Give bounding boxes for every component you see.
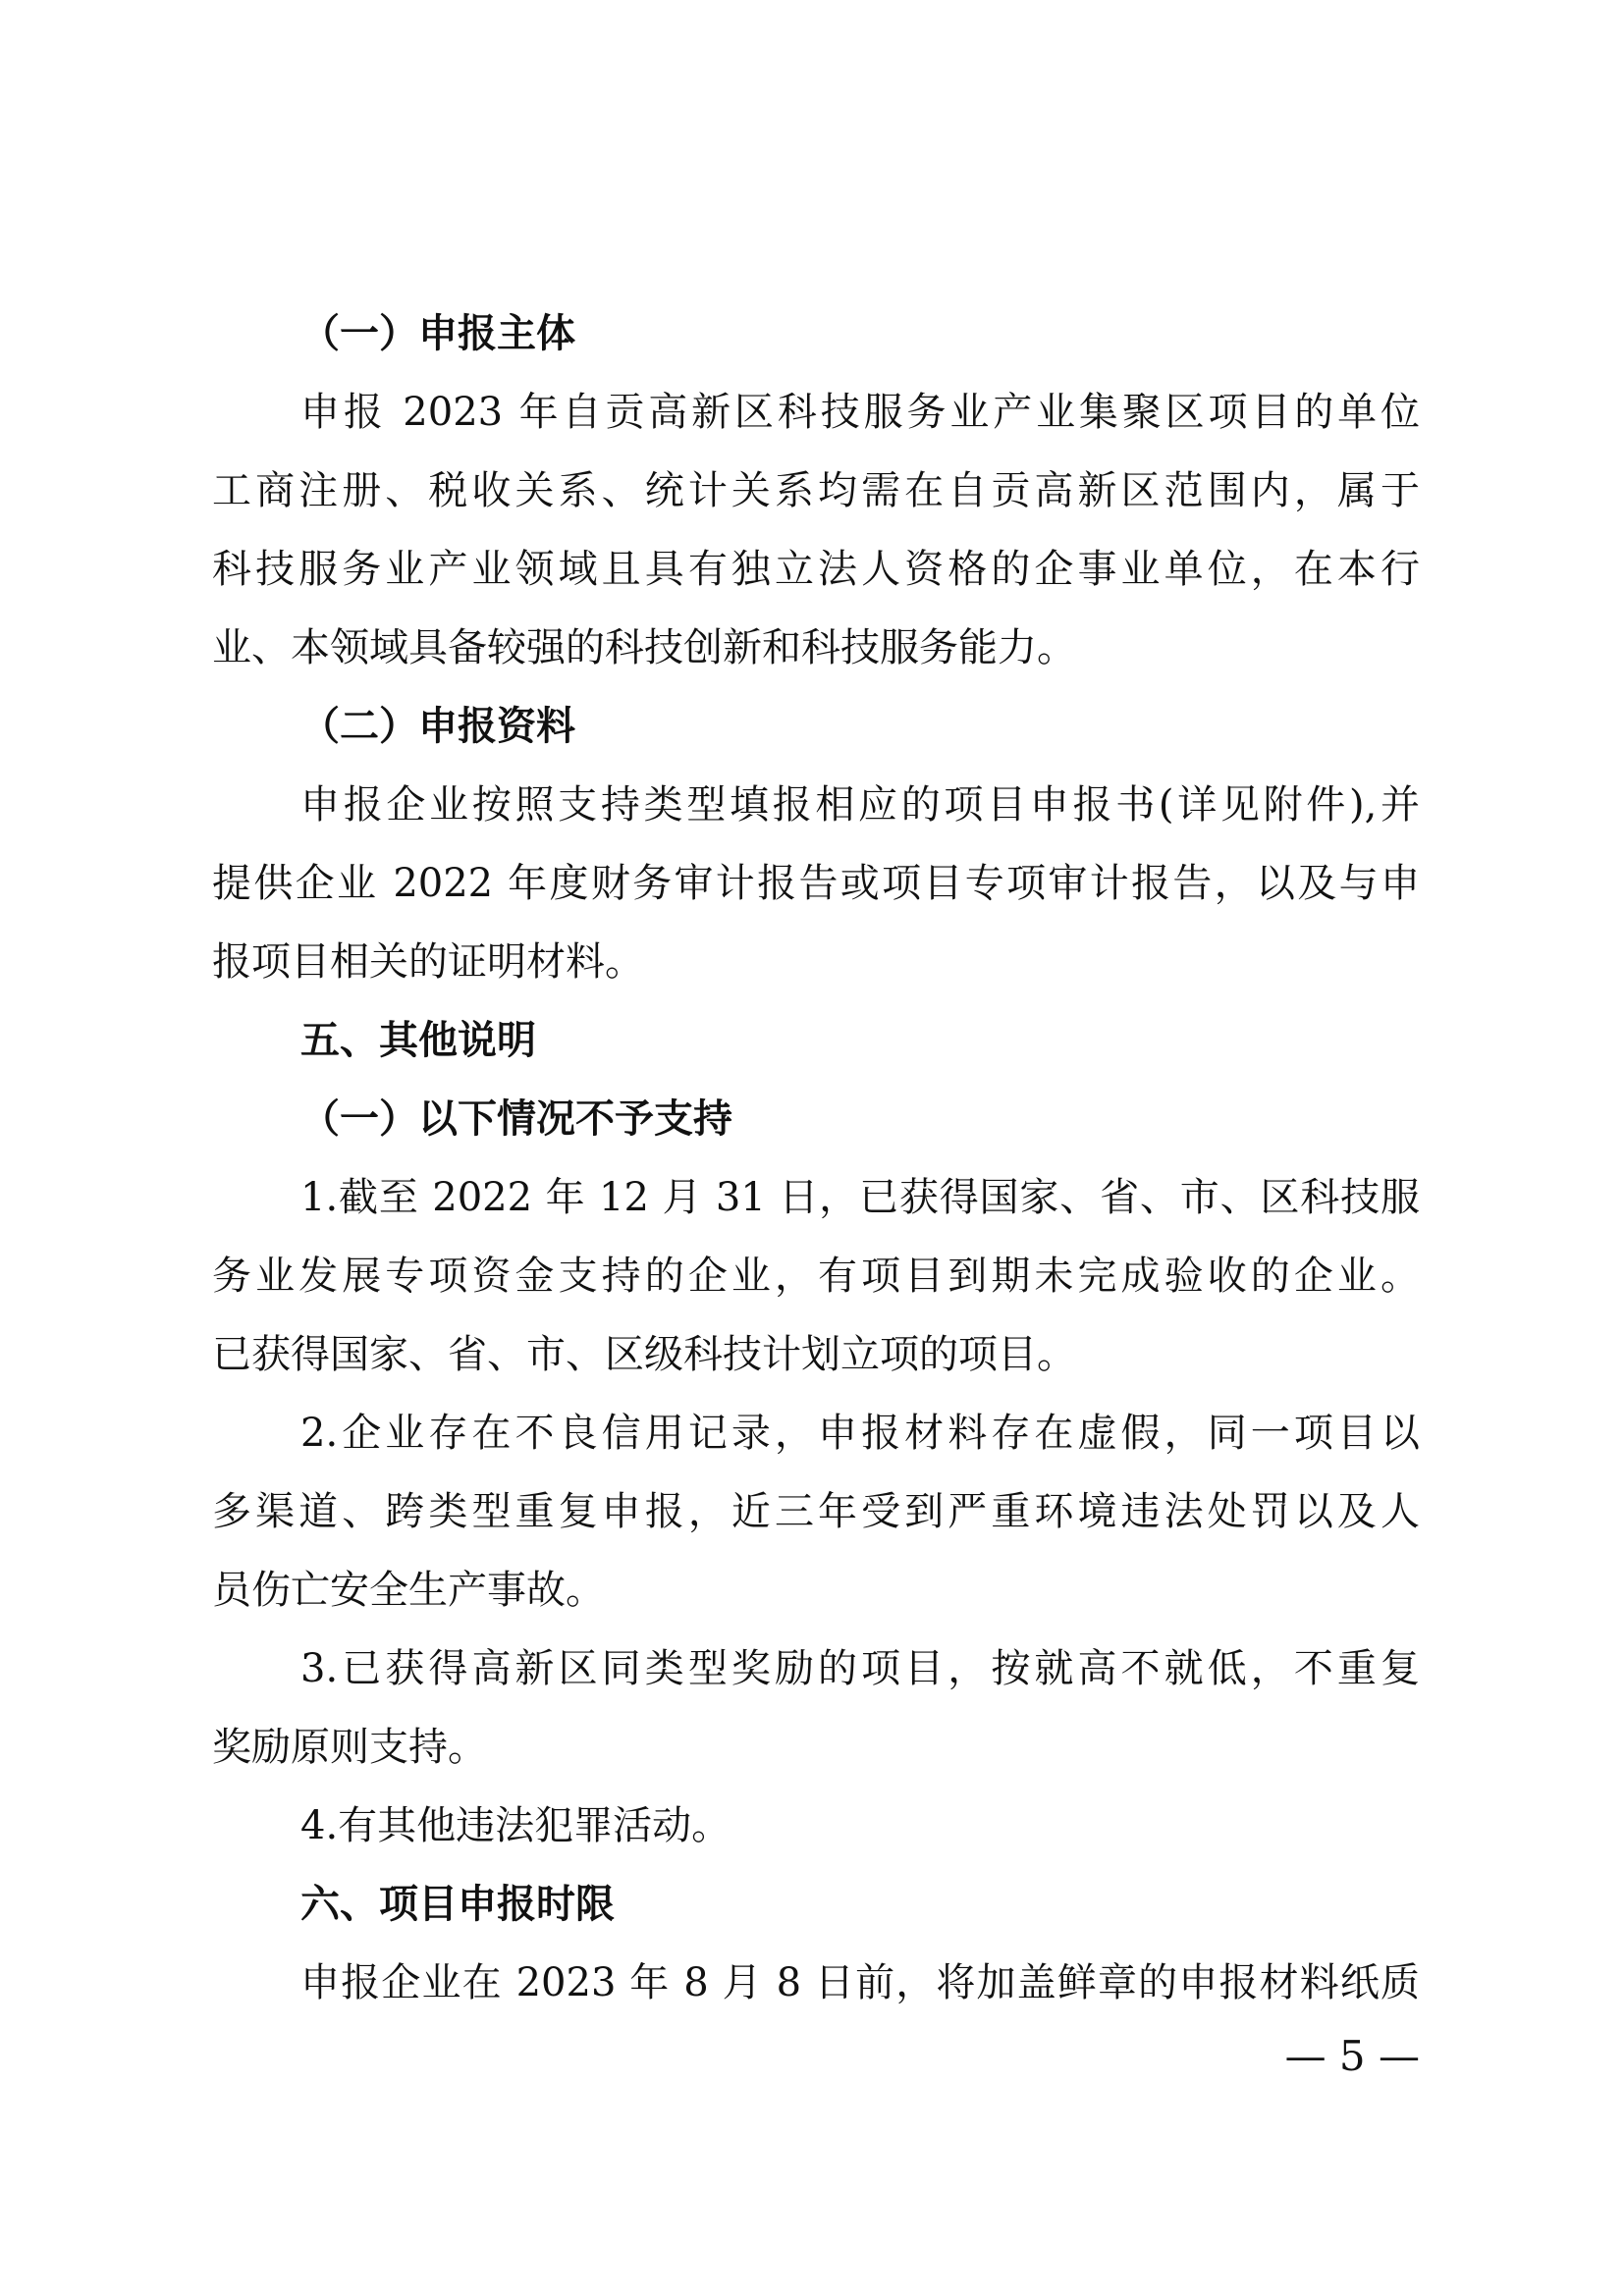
list-item-line: 多渠道、跨类型重复申报，近三年受到严重环境违法处罚以及人 xyxy=(212,1489,1420,1534)
paragraph-line: 申报企业在 2023 年 8 月 8 日前，将加盖鲜章的申报材料纸质 xyxy=(300,1960,1420,2005)
paragraph-line: 业、本领域具备较强的科技创新和科技服务能力。 xyxy=(212,625,1076,670)
list-item-line: 奖励原则支持。 xyxy=(212,1725,487,1770)
list-item-line: 务业发展专项资金支持的企业，有项目到期未完成验收的企业。 xyxy=(212,1254,1420,1299)
paragraph-line: 提供企业 2022 年度财务审计报告或项目专项审计报告，以及与申 xyxy=(212,861,1420,906)
paragraph-line: 申报 2023 年自贡高新区科技服务业产业集聚区项目的单位 xyxy=(300,390,1420,435)
section-heading-not-supported: （一）以下情况不予支持 xyxy=(300,1096,732,1142)
list-item-line: 3.已获得高新区同类型奖励的项目，按就高不就低，不重复 xyxy=(300,1646,1420,1691)
section-heading-applicant: （一）申报主体 xyxy=(300,311,575,356)
list-item-line: 2.企业存在不良信用记录，申报材料存在虚假，同一项目以 xyxy=(300,1411,1420,1456)
paragraph-line: 申报企业按照支持类型填报相应的项目申报书(详见附件),并 xyxy=(300,782,1420,828)
list-item-line: 员伤亡安全生产事故。 xyxy=(212,1568,605,1613)
chapter-heading-other-notes: 五、其他说明 xyxy=(300,1018,536,1063)
paragraph-line: 工商注册、税收关系、统计关系均需在自贡高新区范围内，属于 xyxy=(212,468,1420,513)
page-number: — 5 — xyxy=(1284,2032,1420,2080)
paragraph-line: 报项目相关的证明材料。 xyxy=(212,939,644,985)
list-item-line: 1.截至 2022 年 12 月 31 日，已获得国家、省、市、区科技服 xyxy=(300,1175,1420,1220)
chapter-heading-deadline: 六、项目申报时限 xyxy=(300,1882,615,1927)
section-heading-materials: （二）申报资料 xyxy=(300,704,575,749)
list-item-line: 已获得国家、省、市、区级科技计划立项的项目。 xyxy=(212,1332,1076,1377)
paragraph-line: 科技服务业产业领域且具有独立法人资格的企事业单位，在本行 xyxy=(212,547,1420,592)
list-item-line: 4.有其他违法犯罪活动。 xyxy=(300,1803,731,1848)
